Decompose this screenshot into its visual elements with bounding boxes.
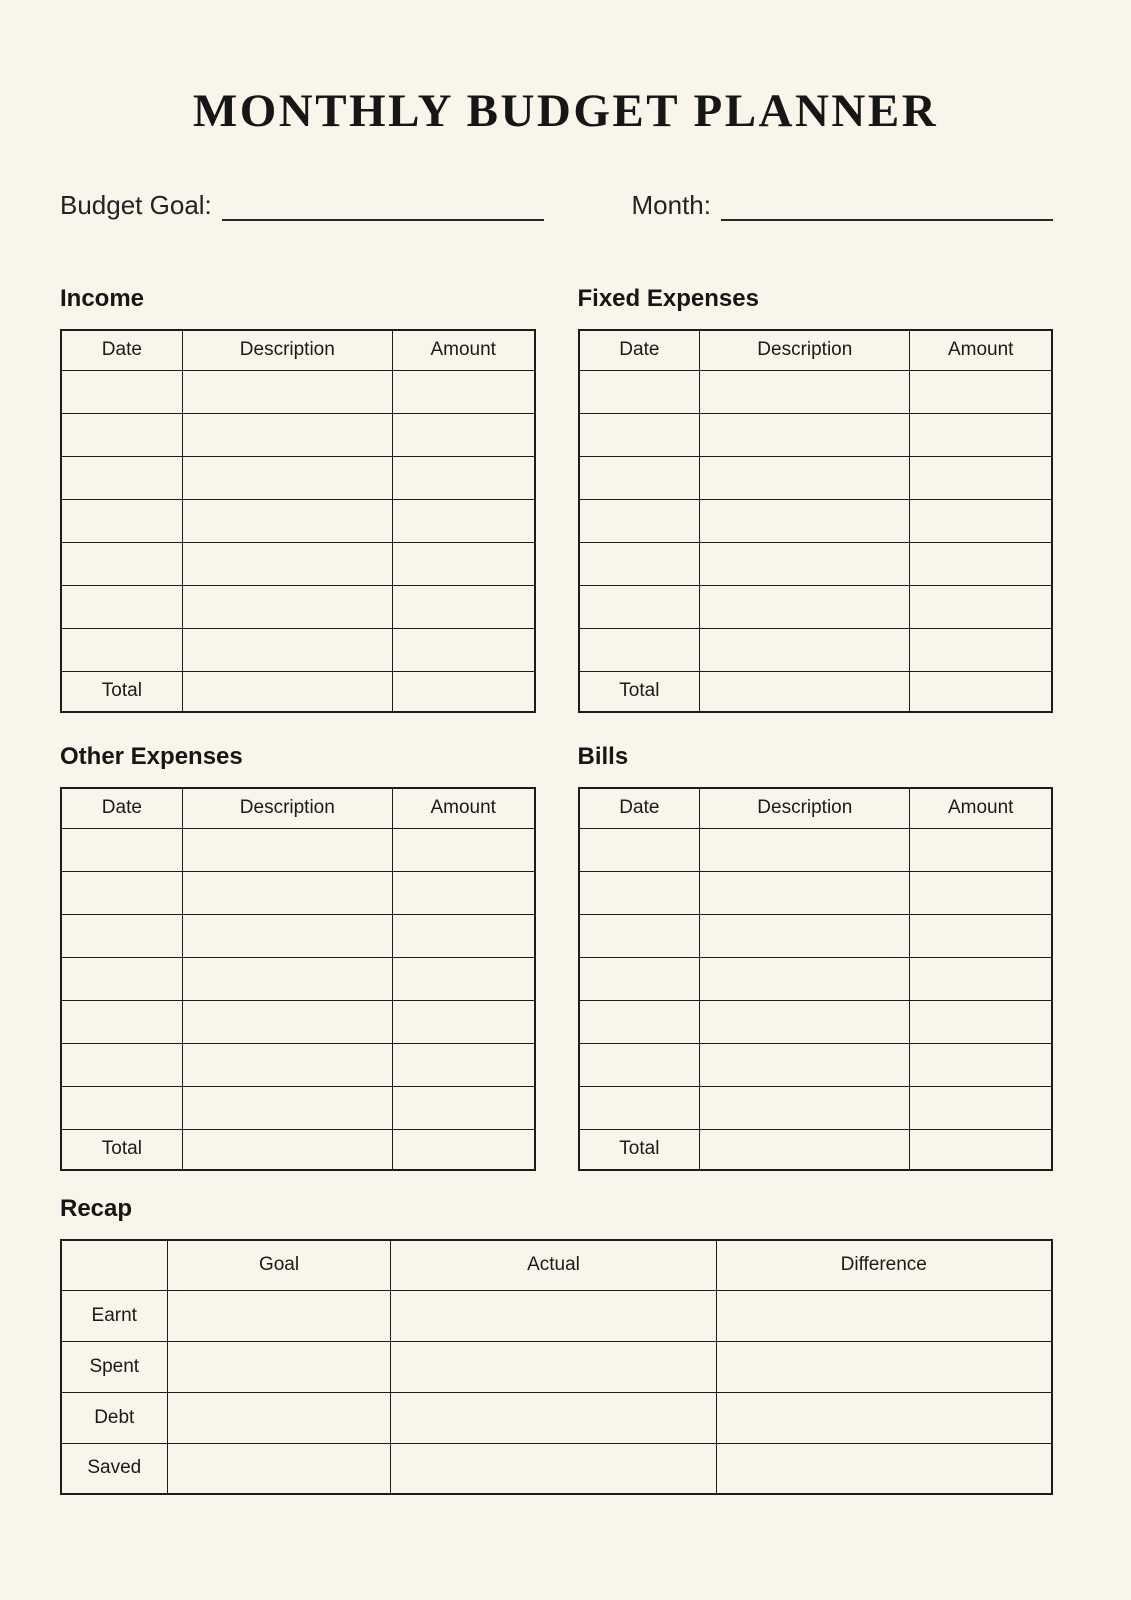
bills-heading: Bills [577, 743, 629, 771]
empty-cell [910, 957, 1052, 1000]
empty-row [579, 1000, 1053, 1043]
empty-row [61, 914, 535, 957]
empty-cell [579, 499, 700, 542]
empty-cell [392, 871, 534, 914]
row-label-cell: Debt [61, 1392, 167, 1443]
income-table-body [61, 370, 535, 671]
empty-cell [700, 413, 910, 456]
empty-cell [182, 542, 392, 585]
empty-cell [716, 1341, 1052, 1392]
empty-cell [910, 828, 1052, 871]
empty-cell [700, 1000, 910, 1043]
month-label: Month: [631, 190, 711, 220]
fixed-expenses-heading: Fixed Expenses [577, 285, 759, 313]
fixed-expenses-section [578, 285, 1054, 713]
empty-cell [579, 957, 700, 1000]
empty-cell [182, 585, 392, 628]
bills-header-row [579, 788, 1053, 828]
empty-cell [392, 456, 534, 499]
empty-cell [61, 413, 182, 456]
total-label-cell: Total [61, 671, 182, 712]
bills-total-row [579, 1129, 1053, 1170]
month-input-line [721, 191, 1053, 221]
other-expenses-header-row [61, 788, 535, 828]
empty-row [579, 413, 1053, 456]
empty-cell [61, 828, 182, 871]
description-column-header: Description [700, 788, 910, 828]
other-expenses-total-row [61, 1129, 535, 1170]
empty-cell [700, 628, 910, 671]
total-label-cell: Total [579, 1129, 700, 1170]
empty-row [61, 1000, 535, 1043]
empty-cell [579, 1086, 700, 1129]
empty-cell [391, 1290, 716, 1341]
bills-table [578, 787, 1054, 1171]
empty-cell [579, 871, 700, 914]
description-column-header: Description [182, 330, 392, 370]
tables-row-bottom [60, 743, 1053, 1171]
empty-cell [700, 671, 910, 712]
budget-goal-input-line [222, 191, 544, 221]
empty-cell [61, 542, 182, 585]
empty-cell [61, 499, 182, 542]
empty-cell [700, 957, 910, 1000]
empty-cell [392, 585, 534, 628]
fixed-expenses-total-row [579, 671, 1053, 712]
empty-cell [700, 542, 910, 585]
empty-cell [392, 1043, 534, 1086]
empty-cell [182, 1086, 392, 1129]
empty-cell [910, 1000, 1052, 1043]
empty-cell [716, 1290, 1052, 1341]
empty-cell [392, 542, 534, 585]
empty-cell [579, 1043, 700, 1086]
empty-cell [182, 828, 392, 871]
description-column-header: Description [182, 788, 392, 828]
empty-row [579, 914, 1053, 957]
empty-cell [392, 671, 534, 712]
empty-cell [182, 499, 392, 542]
empty-cell [167, 1341, 391, 1392]
empty-cell [182, 871, 392, 914]
empty-cell [182, 1129, 392, 1170]
empty-cell [391, 1443, 716, 1494]
empty-cell [579, 828, 700, 871]
empty-cell [700, 828, 910, 871]
empty-cell [61, 1086, 182, 1129]
empty-row [579, 456, 1053, 499]
empty-cell [392, 1129, 534, 1170]
empty-cell [392, 628, 534, 671]
empty-row [61, 370, 535, 413]
empty-cell [61, 585, 182, 628]
empty-cell [392, 1086, 534, 1129]
empty-cell [182, 1043, 392, 1086]
row-label-cell: Spent [61, 1341, 167, 1392]
recap-header-row [61, 1240, 1052, 1290]
empty-cell [61, 628, 182, 671]
empty-cell [392, 413, 534, 456]
empty-row [579, 828, 1053, 871]
empty-cell [61, 957, 182, 1000]
empty-cell [61, 456, 182, 499]
empty-cell [392, 1000, 534, 1043]
recap-row-saved [61, 1443, 1052, 1494]
actual-column-header: Actual [391, 1240, 716, 1290]
amount-column-header: Amount [392, 788, 534, 828]
empty-cell [910, 914, 1052, 957]
row-label-cell: Earnt [61, 1290, 167, 1341]
empty-cell [910, 871, 1052, 914]
empty-cell [910, 671, 1052, 712]
empty-row [61, 828, 535, 871]
fixed-expenses-table [578, 329, 1054, 713]
empty-cell [167, 1443, 391, 1494]
empty-cell [700, 871, 910, 914]
empty-cell [392, 914, 534, 957]
empty-row [61, 1086, 535, 1129]
description-column-header: Description [700, 330, 910, 370]
empty-cell [182, 914, 392, 957]
empty-cell [700, 1043, 910, 1086]
income-heading: Income [60, 285, 145, 313]
empty-cell [700, 456, 910, 499]
empty-cell [391, 1392, 716, 1443]
empty-cell [182, 456, 392, 499]
fixed-expenses-table-body [579, 370, 1053, 671]
empty-cell [391, 1341, 716, 1392]
empty-cell [910, 1129, 1052, 1170]
empty-cell [182, 671, 392, 712]
empty-row [61, 1043, 535, 1086]
empty-cell [579, 542, 700, 585]
row-label-cell: Saved [61, 1443, 167, 1494]
empty-cell [167, 1290, 391, 1341]
empty-row [61, 499, 535, 542]
empty-cell [579, 914, 700, 957]
tables-row-top [60, 285, 1053, 713]
empty-cell [910, 585, 1052, 628]
empty-row [579, 370, 1053, 413]
fixed-expenses-header-row [579, 330, 1053, 370]
difference-column-header: Difference [716, 1240, 1052, 1290]
date-column-header: Date [61, 330, 182, 370]
month-field [632, 190, 1054, 221]
empty-cell [61, 1000, 182, 1043]
empty-cell [167, 1392, 391, 1443]
empty-cell [579, 628, 700, 671]
empty-row [61, 456, 535, 499]
recap-section [60, 1195, 1053, 1495]
other-expenses-heading: Other Expenses [60, 743, 243, 771]
empty-cell [61, 1043, 182, 1086]
empty-row [579, 957, 1053, 1000]
amount-column-header: Amount [392, 330, 534, 370]
recap-row-debt [61, 1392, 1052, 1443]
date-column-header: Date [579, 788, 700, 828]
empty-cell [700, 585, 910, 628]
empty-cell [910, 413, 1052, 456]
page-title: MONTHLY BUDGET PLANNER [192, 85, 939, 137]
budget-goal-field [60, 190, 544, 221]
empty-row [579, 628, 1053, 671]
empty-cell [61, 370, 182, 413]
income-table [60, 329, 536, 713]
empty-row [579, 1086, 1053, 1129]
recap-row-earnt [61, 1290, 1052, 1341]
bills-section [578, 743, 1054, 1171]
empty-cell [910, 499, 1052, 542]
empty-cell [910, 1086, 1052, 1129]
empty-row [579, 542, 1053, 585]
empty-cell [182, 1000, 392, 1043]
empty-cell [910, 1043, 1052, 1086]
recap-heading: Recap [60, 1195, 133, 1223]
empty-cell [182, 413, 392, 456]
empty-cell [910, 542, 1052, 585]
recap-table [60, 1239, 1053, 1495]
recap-row-spent [61, 1341, 1052, 1392]
empty-cell [579, 413, 700, 456]
empty-cell [716, 1392, 1052, 1443]
goal-column-header: Goal [167, 1240, 391, 1290]
empty-cell [61, 871, 182, 914]
amount-column-header: Amount [910, 330, 1052, 370]
empty-cell [700, 914, 910, 957]
empty-cell [716, 1443, 1052, 1494]
total-label-cell: Total [61, 1129, 182, 1170]
empty-cell [700, 370, 910, 413]
empty-cell [700, 1086, 910, 1129]
empty-cell [910, 628, 1052, 671]
empty-cell [61, 914, 182, 957]
empty-row [61, 413, 535, 456]
other-expenses-table-body [61, 828, 535, 1129]
date-column-header: Date [61, 788, 182, 828]
income-header-row [61, 330, 535, 370]
header-fields [60, 190, 1053, 221]
empty-cell [579, 370, 700, 413]
empty-row [61, 957, 535, 1000]
empty-row [579, 871, 1053, 914]
empty-cell [392, 828, 534, 871]
empty-row [61, 585, 535, 628]
empty-cell [579, 456, 700, 499]
empty-cell [182, 370, 392, 413]
bills-table-body [579, 828, 1053, 1129]
empty-cell [392, 499, 534, 542]
empty-cell [579, 585, 700, 628]
date-column-header: Date [579, 330, 700, 370]
empty-row [579, 499, 1053, 542]
empty-cell [182, 957, 392, 1000]
empty-cell [910, 370, 1052, 413]
empty-cell [392, 370, 534, 413]
budget-goal-label: Budget Goal: [60, 190, 212, 220]
empty-cell [700, 1129, 910, 1170]
empty-cell [700, 499, 910, 542]
empty-cell [579, 1000, 700, 1043]
income-total-row [61, 671, 535, 712]
empty-cell [182, 628, 392, 671]
empty-row [61, 542, 535, 585]
other-expenses-section [60, 743, 536, 1171]
total-label-cell: Total [579, 671, 700, 712]
empty-cell [910, 456, 1052, 499]
empty-row [61, 871, 535, 914]
empty-row [579, 1043, 1053, 1086]
amount-column-header: Amount [910, 788, 1052, 828]
empty-row [61, 628, 535, 671]
other-expenses-table [60, 787, 536, 1171]
recap-corner-cell [61, 1240, 167, 1290]
empty-row [579, 585, 1053, 628]
income-section [60, 285, 536, 713]
empty-cell [392, 957, 534, 1000]
